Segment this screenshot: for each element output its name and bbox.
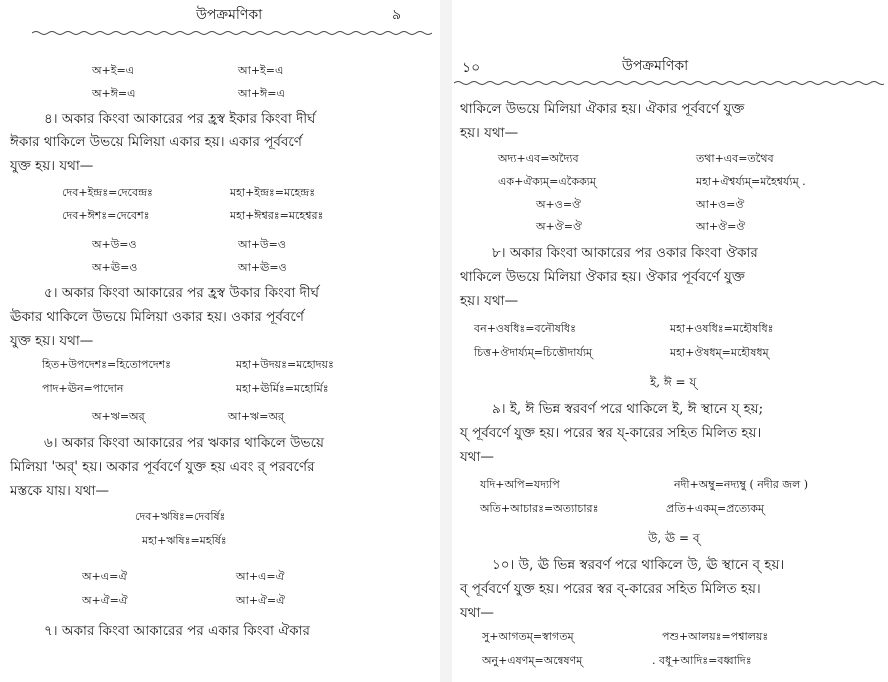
equation: আ+এ=ঐ <box>236 570 285 583</box>
paragraph-line: য্ পূর্ববর্ণে যুক্ত হয়। পরের স্বর য্-কারের সহিত মিলিত হয়। <box>460 425 762 441</box>
equation: দেব+ঈশঃ=দেবেশঃ <box>62 209 150 222</box>
paragraph-line: ৯। ই, ঈ ভিন্ন স্বরবর্ণ পরে থাকিলে ই, ঈ স্থানে য্ হয়; <box>492 401 764 417</box>
header-rule <box>32 30 432 36</box>
equation: পশু+আলয়ঃ=পশ্বালয়ঃ <box>662 630 769 643</box>
equation: অ+ঔ=ঔ <box>536 220 583 233</box>
equation: প্রতি+একম্=প্রত্যেকম্ <box>666 502 765 515</box>
equation: আ+ঊ=ও <box>238 261 287 274</box>
equation: অদ্য+এব=অদ্যৈব <box>498 152 579 165</box>
equation: অ+ঐ=ঐ <box>82 594 128 607</box>
paragraph-line: ১০। উ, ঊ ভিন্ন স্বরবর্ণ পরে থাকিলে উ, ঊ স্থানে ব্ হয়। <box>492 557 785 573</box>
equation: আ+উ=ও <box>238 238 286 251</box>
equation: অ+উ=ও <box>92 238 137 251</box>
right-page <box>452 0 888 682</box>
paragraph-line: যথা— <box>460 605 494 621</box>
equation: নদী+অম্বু=নদ্যম্বু ( নদীর জল ) <box>674 478 809 491</box>
paragraph-line: যুক্ত হয়। যথা— <box>10 333 94 349</box>
equation: অ+ঋ=অর্ <box>92 410 145 423</box>
equation: চিত্ত+ঔদার্য্যম্=চিত্তৌদার্য্যম্ <box>474 346 593 359</box>
equation: আ+ঐ=ঐ <box>236 594 285 607</box>
equation: অ+ও=ঔ <box>536 198 582 211</box>
equation: মহা+ঋষিঃ=মহর্ষিঃ <box>142 534 227 547</box>
equation: অ+ঊ=ও <box>92 261 138 274</box>
equation: অ+ই=এ <box>92 64 135 77</box>
paragraph-line: যুক্ত হয়। যথা— <box>10 158 94 174</box>
page-number: ৯ <box>392 7 402 23</box>
equation: অ+ঈ=এ <box>92 87 136 100</box>
paragraph-line: ৫। অকার কিংবা আকারের পর হ্রস্ব উকার কিংবা দীর্ঘ <box>44 285 319 301</box>
equation: আ+ও=ঔ <box>696 198 745 211</box>
paragraph-line: যথা— <box>460 449 494 465</box>
equation: দেব+ইন্দ্রঃ=দেবেন্দ্রঃ <box>62 186 153 199</box>
equation: মহা+উদয়ঃ=মহোদয়ঃ <box>236 358 334 371</box>
equation: আ+ঈ=এ <box>238 87 285 100</box>
equation: মহা+ইন্দ্রঃ=মহেন্দ্রঃ <box>230 186 316 199</box>
equation: সু+আগতম্=স্বাগতম্ <box>482 630 574 643</box>
equation: এক+ঐক্যম্=একৈক্যম্ <box>498 175 597 188</box>
page-number: ১০ <box>462 60 481 76</box>
section-subheading: ই, ঈ = য্ <box>650 375 697 389</box>
equation: মহা+ঈশ্বরঃ=মহেশ্বরঃ <box>230 209 324 222</box>
equation: যদি+অপি=যদ্যপি <box>480 478 560 491</box>
equation: অতি+আচারঃ=অত্যাচারঃ <box>480 502 599 515</box>
paragraph-line: মিলিয়া 'অর্' হয়। অকার পূর্ববর্ণে যুক্ত হয় এবং র্ পরবর্ণের <box>10 459 315 475</box>
paragraph-line: ৭। অকার কিংবা আকারের পর একার কিংবা ঐকার <box>44 623 310 639</box>
equation: মহা+ওষধিঃ=মহৌষধিঃ <box>670 322 774 335</box>
equation: দেব+ঋষিঃ=দেবর্ষিঃ <box>135 510 226 523</box>
equation: মহা+ঊর্মিঃ=মহোর্মিঃ <box>236 382 329 395</box>
equation: মহা+ঔষধম্=মহৌষধম্ <box>670 346 769 359</box>
paragraph-line: ৪। অকার কিংবা আকারের পর হ্রস্ব ইকার কিংবা দীর্ঘ <box>44 111 316 127</box>
equation: আ+ঔ=ঔ <box>696 220 746 233</box>
paragraph-line: থাকিলে উভয়ে মিলিয়া ঔকার হয়। ঔকার পূর্ববর্ণে যুক্ত <box>460 269 745 285</box>
paragraph-line: ব্ পূর্ববর্ণে যুক্ত হয়। পরের স্বর ব্-কারের সহিত মিলিত হয়। <box>460 581 761 597</box>
header-rule <box>454 80 884 86</box>
equation: মহা+ঐশ্বর্য্যম্=মহৈশ্বর্য্যম্ . <box>696 175 806 188</box>
page-header-title: উপক্রমণিকা <box>622 58 689 74</box>
equation: তথা+এব=তথৈব <box>696 152 774 165</box>
equation: আ+ঋ=অর্ <box>228 410 284 423</box>
paragraph-line: মস্তকে যায়। যথা— <box>10 483 110 499</box>
equation: অনু+এষণম্=অন্বেষণম্ <box>482 654 583 667</box>
paragraph-line: ৬। অকার কিংবা আকারের পর ঋকার থাকিলে উভয়ে <box>44 435 324 451</box>
paragraph-line: ঊকার থাকিলে উভয়ে মিলিয়া ওকার হয়। ওকার পূর্ববর্ণে <box>10 309 304 325</box>
page-header-title: উপক্রমণিকা <box>196 7 263 23</box>
page-gutter <box>440 0 452 682</box>
paragraph-line: থাকিলে উভয়ে মিলিয়া ঐকার হয়। ঐকার পূর্ববর্ণে যুক্ত <box>460 101 745 117</box>
equation: আ+ই=এ <box>238 64 284 77</box>
equation: বন+ওষধিঃ=বনৌষধিঃ <box>474 322 576 335</box>
paragraph-line: ঈকার থাকিলে উভয়ে মিলিয়া একার হয়। একার পূর্ববর্ণে <box>10 134 302 150</box>
paragraph-line: ৮। অকার কিংবা আকারের পর ওকার কিংবা ঔকার <box>492 245 758 261</box>
equation: অ+এ=ঐ <box>82 570 128 583</box>
left-page <box>0 0 440 682</box>
equation: . বধূ+আদিঃ=বধ্বাদিঃ <box>652 654 752 667</box>
section-subheading: উ, ঊ = ব্ <box>648 531 700 545</box>
paragraph-line: হয়। যথা— <box>460 293 519 309</box>
equation: পাদ+ঊন=পাদোন <box>42 382 124 395</box>
paragraph-line: হয়। যথা— <box>460 125 519 141</box>
equation: হিত+উপদেশঃ=হিতোপদেশঃ <box>42 358 172 371</box>
